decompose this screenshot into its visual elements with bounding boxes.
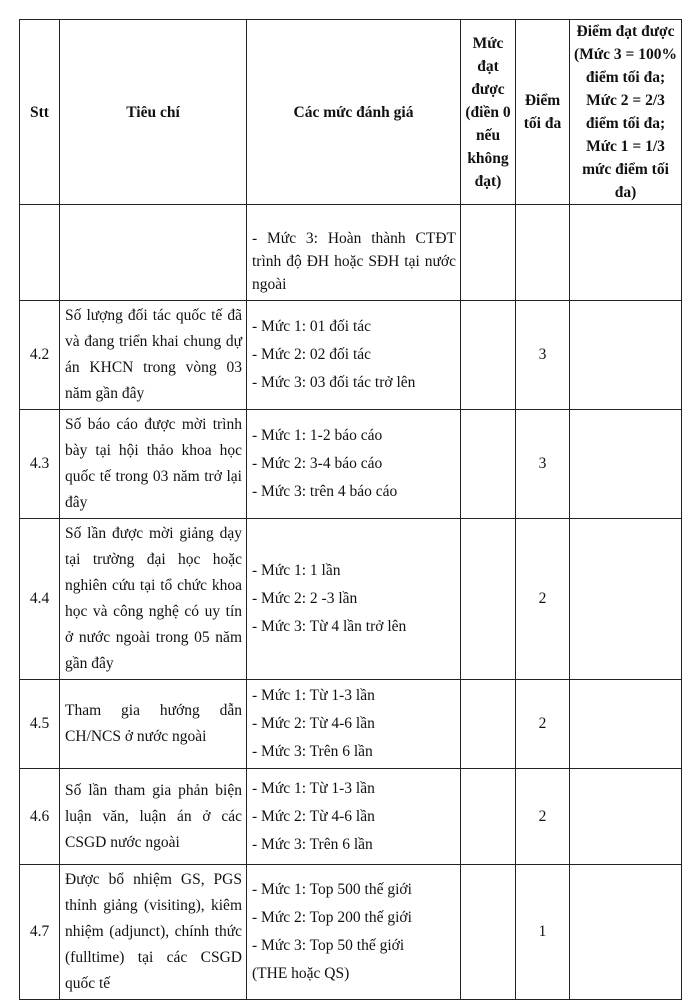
level-line: - Mức 3: trên 4 báo cáo (252, 483, 398, 500)
level-line: - Mức 3: Trên 6 lần (252, 743, 373, 760)
row-points-achieved (570, 865, 682, 1000)
row-criteria (60, 205, 247, 301)
row-levels (247, 205, 461, 301)
table-row (20, 410, 682, 519)
table-row (20, 301, 682, 410)
row-max-points: 1 (516, 865, 570, 1000)
row-levels (247, 865, 461, 1000)
table-row (20, 769, 682, 865)
row-max-points: 3 (516, 301, 570, 410)
row-max-points: 3 (516, 410, 570, 519)
row-achieved (461, 680, 516, 769)
row-achieved (461, 865, 516, 1000)
level-line: - Mức 3: Từ 4 lần trở lên (252, 618, 407, 635)
row-levels (247, 519, 461, 680)
level-line: - Mức 3: Top 50 thế giới (252, 937, 405, 954)
level-line: - Mức 2: Từ 4-6 lần (252, 807, 375, 825)
row-points-achieved (570, 410, 682, 519)
level-line: - Mức 3: 03 đối tác trở lên (252, 374, 416, 391)
row-criteria: Được bổ nhiệm GS, PGS thỉnh giảng (visiting), kiêm nhiệm (adjunct), chính thức (fulltime) tại các CSGD quốc tế (60, 865, 247, 1000)
table-row (20, 519, 682, 680)
level-line: - Mức 1: 1 lần (252, 562, 341, 579)
table-row (20, 205, 682, 301)
row-max-points: 2 (516, 680, 570, 769)
row-achieved (461, 769, 516, 865)
row-points-achieved (570, 519, 682, 680)
row-levels (247, 301, 461, 410)
header-stt: Stt (20, 20, 60, 205)
level-line: - Mức 1: 1-2 báo cáo (252, 427, 383, 444)
row-criteria: Số lần được mời giảng dạy tại trường đại học hoặc nghiên cứu tại tổ chức khoa học và công nghệ có uy tín ở nước ngoài trong 05 năm gần đây (60, 519, 247, 680)
row-stt: 4.2 (20, 301, 60, 410)
level-line: - Mức 2: 2 -3 lần (252, 590, 358, 607)
row-stt: 4.7 (20, 865, 60, 1000)
row-levels (247, 769, 461, 865)
table-row (20, 865, 682, 1000)
row-criteria: Số lần tham gia phản biện luận văn, luận án ở các CSGD nước ngoài (60, 769, 247, 865)
level-line: - Mức 2: Từ 4-6 lần (252, 715, 375, 732)
level-line: - Mức 2: 02 đối tác (252, 346, 372, 363)
row-stt (20, 205, 60, 301)
row-achieved (461, 519, 516, 680)
criteria-table (19, 19, 682, 1000)
row-points-achieved (570, 680, 682, 769)
level-line: - Mức 1: Top 500 thế giới (252, 881, 412, 898)
header-row (20, 20, 682, 205)
row-stt: 4.6 (20, 769, 60, 865)
row-levels (247, 680, 461, 769)
level-line: - Mức 1: 01 đối tác (252, 318, 372, 335)
row-criteria: Tham gia hướng dẫn CH/NCS ở nước ngoài (60, 680, 247, 769)
row-achieved (461, 410, 516, 519)
header-points-achieved: Điểm đạt được (Mức 3 = 100% điểm tối đa; Mức 2 = 2/3 điểm tối đa; Mức 1 = 1/3 mức điểm tối đa) (570, 20, 682, 205)
row-achieved (461, 205, 516, 301)
level-line: - Mức 3: Trên 6 lần (252, 835, 373, 853)
level-line: (THE hoặc QS) (252, 965, 350, 982)
row-points-achieved (570, 301, 682, 410)
level-line: - Mức 2: 3-4 báo cáo (252, 455, 383, 472)
row-max-points (516, 205, 570, 301)
level-line: - Mức 3: Hoàn thành CTĐT trình độ ĐH hoặc SĐH tại nước ngoài (252, 230, 456, 293)
row-criteria: Số lượng đối tác quốc tế đã và đang triển khai chung dự án KHCN trong vòng 03 năm gần đây (60, 301, 247, 410)
row-levels (247, 410, 461, 519)
level-line: - Mức 2: Top 200 thế giới (252, 909, 412, 926)
header-max-points: Điểm tối đa (516, 20, 570, 205)
row-max-points: 2 (516, 769, 570, 865)
header-levels: Các mức đánh giá (247, 20, 461, 205)
level-line: - Mức 1: Từ 1-3 lần (252, 779, 375, 797)
row-stt: 4.4 (20, 519, 60, 680)
row-achieved (461, 301, 516, 410)
header-criteria: Tiêu chí (60, 20, 247, 205)
header-achieved: Mức đạt được (điền 0 nếu không đạt) (461, 20, 516, 205)
level-line: - Mức 1: Từ 1-3 lần (252, 687, 375, 704)
table-row (20, 680, 682, 769)
row-points-achieved (570, 205, 682, 301)
row-criteria: Số báo cáo được mời trình bày tại hội thảo khoa học quốc tế trong 03 năm trở lại đây (60, 410, 247, 519)
row-points-achieved (570, 769, 682, 865)
row-max-points: 2 (516, 519, 570, 680)
row-stt: 4.5 (20, 680, 60, 769)
row-stt: 4.3 (20, 410, 60, 519)
